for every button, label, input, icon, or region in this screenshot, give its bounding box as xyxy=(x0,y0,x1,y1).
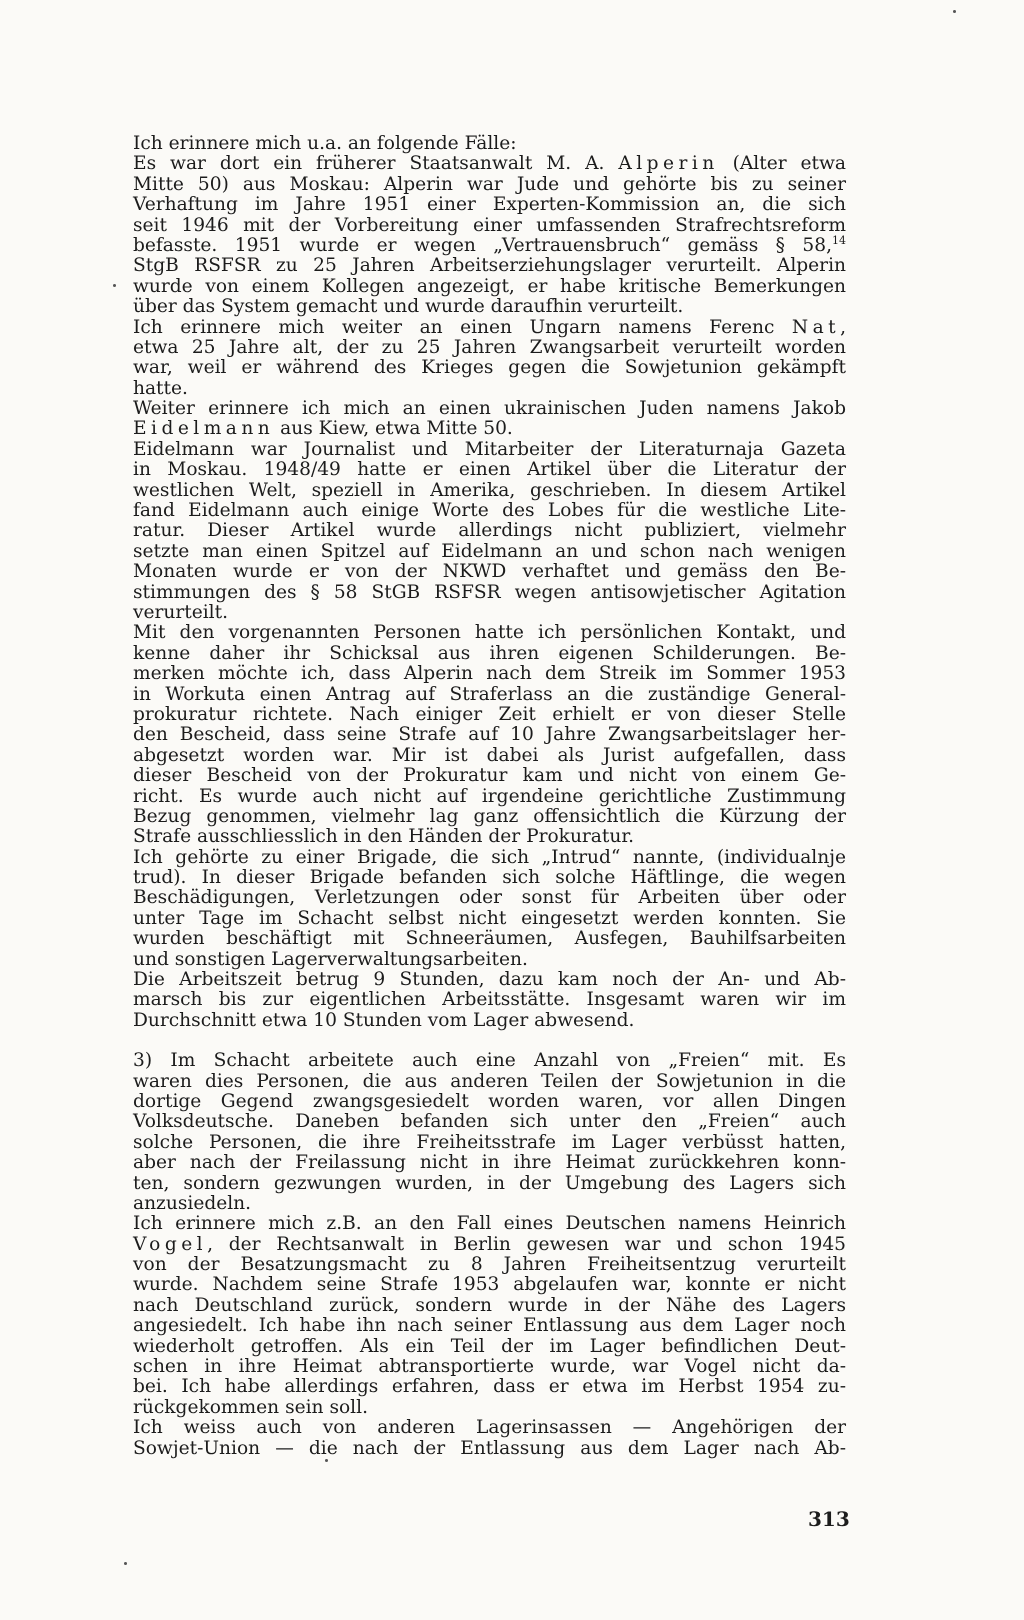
text-line: in Workuta einen Antrag auf Straferlass an die zuständige General- xyxy=(133,683,846,705)
text-line: Ich erinnere mich weiter an einen Ungarn namens Ferenc Nat, xyxy=(133,316,846,338)
text-line: abgesetzt worden war. Mir ist dabei als Jurist aufgefallen, dass xyxy=(133,744,846,766)
text-line: anzusiedeln. xyxy=(133,1192,252,1214)
text-line: und sonstigen Lagerverwaltungsarbeiten. xyxy=(133,948,528,970)
text-line: solche Personen, die ihre Freiheitsstrafe im Lager verbüsst hatten, xyxy=(133,1131,846,1153)
text-line: aber nach der Freilassung nicht in ihre Heimat zurückkehren konn- xyxy=(133,1152,846,1174)
text-line: waren dies Personen, die aus anderen Teilen der Sowjetunion in die xyxy=(133,1070,846,1092)
text-line: wurde. Nachdem seine Strafe 1953 abgelaufen war, konnte er nicht xyxy=(133,1274,846,1296)
text-line: nach Deutschland zurück, sondern wurde in der Nähe des Lagers xyxy=(133,1294,846,1316)
spaced-name: Vogel xyxy=(133,1233,208,1255)
text-line: etwa 25 Jahre alt, der zu 25 Jahren Zwangsarbeit verurteilt worden xyxy=(133,336,846,358)
text-line: trud). In dieser Brigade befanden sich solche Häftlinge, die wegen xyxy=(133,867,846,889)
scan-speck xyxy=(124,1562,127,1565)
page-number: 313 xyxy=(808,1507,850,1531)
text-line: Ich erinnere mich u.a. an folgende Fälle: xyxy=(133,133,517,154)
text-line: wurden beschäftigt mit Schneeräumen, Ausfegen, Bauhilfsarbeiten xyxy=(133,928,846,950)
text-line: von der Besatzungsmacht zu 8 Jahren Freiheitsentzug verurteilt xyxy=(133,1254,846,1276)
text-line: wurde von einem Kollegen angezeigt, er habe kritische Bemerkungen xyxy=(133,275,846,297)
text-line: war, weil er während des Krieges gegen die Sowjetunion gekämpft xyxy=(133,357,846,379)
text-line: dortige Gegend zwangsgesiedelt worden waren, vor allen Dingen xyxy=(133,1090,846,1112)
text-line: Ich weiss auch von anderen Lagerinsassen — Angehörigen der xyxy=(133,1417,846,1439)
text-line: unter Tage im Schacht selbst nicht eingesetzt werden konnten. Sie xyxy=(133,907,846,929)
text-line: marsch bis zur eigentlichen Arbeitsstätte. Insgesamt waren wir im xyxy=(133,989,846,1011)
text-line: Mitte 50) aus Moskau: Alperin war Jude und gehörte bis zu seiner xyxy=(133,173,846,195)
text-line: angesiedelt. Ich habe ihn nach seiner Entlassung aus dem Lager noch xyxy=(133,1315,846,1337)
text-line: schen in ihre Heimat abtransportierte wurde, war Vogel nicht da- xyxy=(133,1356,846,1378)
text-line: ten, sondern gezwungen wurden, in der Umgebung des Lagers sich xyxy=(133,1172,846,1194)
text-line: den Bescheid, dass seine Strafe auf 10 Jahre Zwangsarbeitslager her- xyxy=(133,724,846,746)
text-line: Strafe ausschliesslich in den Händen der Prokuratur. xyxy=(133,826,635,848)
text-line: 3) Im Schacht arbeitete auch eine Anzahl von „Freien“ mit. Es xyxy=(133,1050,846,1072)
text-line: Vogel, der Rechtsanwalt in Berlin gewesen war und schon 1945 xyxy=(133,1233,846,1255)
text-line: richt. Es wurde auch nicht auf irgendeine gerichtliche Zustimmung xyxy=(133,785,846,807)
text-line: Weiter erinnere ich mich an einen ukrainischen Juden namens Jakob xyxy=(133,398,846,420)
text-line: Eidelmann aus Kiew, etwa Mitte 50. xyxy=(133,418,513,440)
text-line: rückgekommen sein soll. xyxy=(133,1396,368,1418)
text-line: ratur. Dieser Artikel wurde allerdings nicht publiziert, vielmehr xyxy=(133,520,846,542)
text-line: prokuratur richtete. Nach einiger Zeit erhielt er von dieser Stelle xyxy=(133,703,846,725)
text-line: stimmungen des § 58 StGB RSFSR wegen antisowjetischer Agitation xyxy=(133,581,846,603)
text-line: Es war dort ein früherer Staatsanwalt M. A. Alperin (Alter etwa xyxy=(133,153,846,175)
text-line: StgB RSFSR zu 25 Jahren Arbeitserziehungslager verurteilt. Alperin xyxy=(133,255,846,277)
text-line: Sowjet-Union — die nach der Entlassung aus dem Lager nach Ab- xyxy=(133,1437,846,1459)
spaced-name: Nat xyxy=(791,316,841,338)
text-line: Verhaftung im Jahre 1951 einer Experten-Kommission an, die sich xyxy=(133,194,846,216)
text-line: seit 1946 mit der Vorbereitung einer umfassenden Strafrechtsreform xyxy=(133,214,846,236)
text-line: Ich erinnere mich z.B. an den Fall eines Deutschen namens Heinrich xyxy=(133,1213,846,1235)
text-line: dieser Bescheid von der Prokuratur kam und nicht von einem Ge- xyxy=(133,765,846,787)
document-body xyxy=(133,134,846,1459)
text-line: merken möchte ich, dass Alperin nach dem Streik im Sommer 1953 xyxy=(133,663,846,685)
text-line: westlichen Welt, speziell in Amerika, geschrieben. In diesem Artikel xyxy=(133,479,846,501)
text-line: Monaten wurde er von der NKWD verhaftet und gemäss den Be- xyxy=(133,561,846,583)
paragraph-gap xyxy=(133,1031,846,1051)
text-line: Mit den vorgenannten Personen hatte ich persönlichen Kontakt, und xyxy=(133,622,846,644)
text-line: setzte man einen Spitzel auf Eidelmann an und schon nach wenigen xyxy=(133,540,846,562)
text-line: hatte. xyxy=(133,377,188,399)
text-line: in Moskau. 1948/49 hatte er einen Artikel über die Literatur der xyxy=(133,459,846,481)
text-line: Die Arbeitszeit betrug 9 Stunden, dazu kam noch der An- und Ab- xyxy=(133,969,846,991)
scan-speck xyxy=(953,10,956,13)
text-line: fand Eidelmann auch einige Worte des Lobes für die westliche Lite- xyxy=(133,500,846,522)
text-line: über das System gemacht und wurde daraufhin verurteilt. xyxy=(133,296,684,318)
text-line: befasste. 1951 wurde er wegen „Vertrauensbruch“ gemäss § 58,14 xyxy=(133,233,846,256)
text-line: kenne daher ihr Schicksal aus ihren eigenen Schilderungen. Be- xyxy=(133,642,846,664)
text-line: Ich gehörte zu einer Brigade, die sich „Intrud“ nannte, (individualnje xyxy=(133,846,846,868)
scan-speck xyxy=(325,1459,328,1462)
text-line: Bezug genommen, vielmehr lag ganz offensichtlich die Kürzung der xyxy=(133,805,846,827)
text-line: Beschädigungen, Verletzungen oder sonst für Arbeiten über oder xyxy=(133,887,846,909)
text-line: bei. Ich habe allerdings erfahren, dass er etwa im Herbst 1954 zu- xyxy=(133,1376,846,1398)
spaced-name: Alperin xyxy=(618,153,719,175)
scan-speck xyxy=(113,284,116,287)
text-line: Durchschnitt etwa 10 Stunden vom Lager abwesend. xyxy=(133,1009,635,1031)
text-line: verurteilt. xyxy=(133,601,229,623)
text-line: Eidelmann war Journalist und Mitarbeiter der Literaturnaja Gazeta xyxy=(133,438,846,460)
text-line: wiederholt getroffen. Als ein Teil der im Lager befindlichen Deut- xyxy=(133,1335,846,1357)
spaced-name: Eidelmann xyxy=(133,418,275,440)
footnote-ref: 14 xyxy=(832,233,846,247)
text-line: Volksdeutsche. Daneben befanden sich unter den „Freien“ auch xyxy=(133,1111,846,1133)
